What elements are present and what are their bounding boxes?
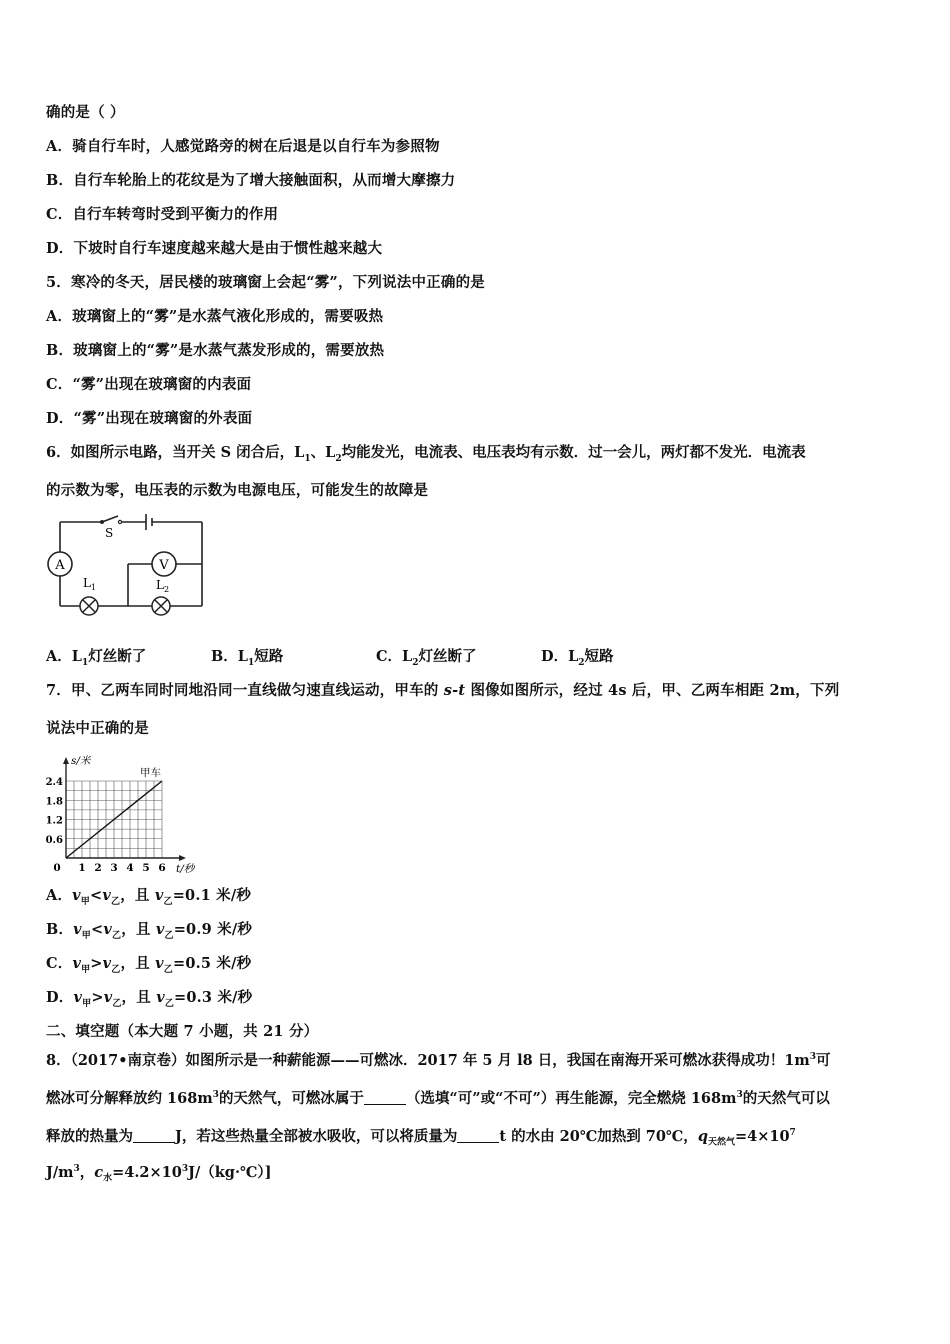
q4-option-b: B．自行车轮胎上的花纹是为了增大接触面积，从而增大摩擦力 [46, 172, 456, 189]
st-graph [44, 746, 214, 874]
lamp-l1-icon [80, 597, 98, 615]
q6-option-c: C．$L_2$灯丝断了 [376, 648, 477, 668]
x-tick-label: 1 [78, 862, 86, 874]
q8-line4: $J/m^3$，$c_水=4.2\times 10^3J/(kg\cdot℃)$] [46, 1163, 272, 1184]
x-tick-label: 6 [158, 862, 166, 874]
x-tick-label: 5 [142, 862, 150, 874]
q5-option-d: D．“雾”出现在玻璃窗的外表面 [46, 410, 253, 427]
x-axis-label: t/秒 [176, 863, 195, 874]
y-axis-label: s/米 [71, 755, 91, 767]
q4-option-d: D．下坡时自行车速度越来越大是由于惯性越来越大 [46, 240, 383, 257]
q5-option-a: A．玻璃窗上的“雾”是水蒸气液化形成的，需要吸热 [46, 308, 384, 325]
q7-stem-line2: 说法中正确的是 [46, 720, 149, 737]
q7-option-a: A．$v_甲<v_乙$，且 $v_乙=0.1$ 米/秒 [46, 887, 252, 907]
x-tick-label: 2 [94, 862, 102, 874]
switch-contact [100, 520, 104, 524]
q6-stem-line2: 的示数为零，电压表的示数为电源电压，可能发生的故障是 [46, 482, 429, 499]
q6-option-a: A．$L_1$灯丝断了 [46, 648, 147, 668]
lamp-l1-label: $L_1$ [83, 576, 97, 592]
section-heading: 二、填空题（本大题 7 小题，共 21 分） [46, 1023, 319, 1040]
switch-arm [102, 516, 118, 522]
ammeter-label: A [55, 558, 65, 573]
q8-line2: 燃冰可分解释放约 $168m^3$的天然气，可燃冰属于 （选填“可”或“不可”）再生能源，完全燃烧 $168m^3$的天然气可以 [46, 1089, 830, 1107]
q7-option-b: B．$v_甲<v_乙$，且 $v_乙=0.9$ 米/秒 [46, 921, 253, 941]
q4-option-c: C．自行车转弯时受到平衡力的作用 [46, 206, 279, 223]
answer-blank-2[interactable] [133, 1128, 175, 1143]
q7-option-d: D．$v_甲>v_乙$，且 $v_乙=0.3$ 米/秒 [46, 989, 253, 1009]
q4-stem-end: 确的是（ ） [46, 104, 125, 121]
lamp-l2-label: $L_2$ [156, 578, 170, 594]
q5-stem: 5．寒冷的冬天，居民楼的玻璃窗上会起“雾”，下列说法中正确的是 [46, 274, 485, 291]
q4-option-a: A．骑自行车时，人感觉路旁的树在后退是以自行车为参照物 [46, 138, 440, 155]
q6-option-d: D．$L_2$短路 [541, 648, 614, 668]
y-tick-label: 1.2 [45, 815, 63, 827]
y-tick-label: 2.4 [45, 777, 63, 788]
circuit-diagram [44, 510, 206, 628]
voltmeter-label: V [159, 558, 169, 573]
answer-blank-3[interactable] [457, 1128, 499, 1143]
q7-option-c: C．$v_甲>v_乙$，且 $v_乙=0.5$ 米/秒 [46, 955, 252, 975]
lamp-l2-icon [152, 597, 170, 615]
x-tick-label: 0 [53, 862, 61, 874]
q5-option-c: C．“雾”出现在玻璃窗的内表面 [46, 376, 252, 393]
switch-label: S [105, 526, 114, 540]
y-tick-label: 0.6 [45, 834, 63, 846]
q8-line3: 释放的热量为 J，若这些热量全部被水吸收，可以将质量为 t 的水由 20℃加热到 70℃，$q_{天然气}=4\times 10^7$ [46, 1127, 796, 1148]
q6-option-b: B．$L_1$短路 [211, 648, 284, 668]
y-axis-arrow [63, 757, 69, 764]
q7-stem-line1: 7．甲、乙两车同时同地沿同一直线做匀速直线运动，甲车的 s-t 图像如图所示，经过 4s 后，甲、乙两车相距 2m，下列 [46, 682, 840, 699]
answer-blank-1[interactable] [364, 1090, 406, 1105]
q6-stem-line1: 6．如图所示电路，当开关 S 闭合后，$L_1$、$L_2$均能发光，电流表、电压表均有示数．过一会儿，两灯都不发光．电流表 [46, 444, 806, 464]
x-axis-arrow [179, 855, 186, 861]
q8-line1: 8．（2017•南京卷）如图所示是一种薪能源——可燃冰．2017 年 5 月 l8 日，我国在南海开采可燃冰获得成功！$1m^3$可 [46, 1051, 831, 1069]
q5-option-b: B．玻璃窗上的“雾”是水蒸气蒸发形成的，需要放热 [46, 342, 385, 359]
y-tick-label: 1.8 [45, 796, 63, 808]
x-tick-label: 3 [110, 862, 118, 874]
switch-contact [118, 520, 121, 523]
x-tick-label: 4 [126, 862, 134, 874]
series-label: 甲车 [140, 767, 161, 779]
